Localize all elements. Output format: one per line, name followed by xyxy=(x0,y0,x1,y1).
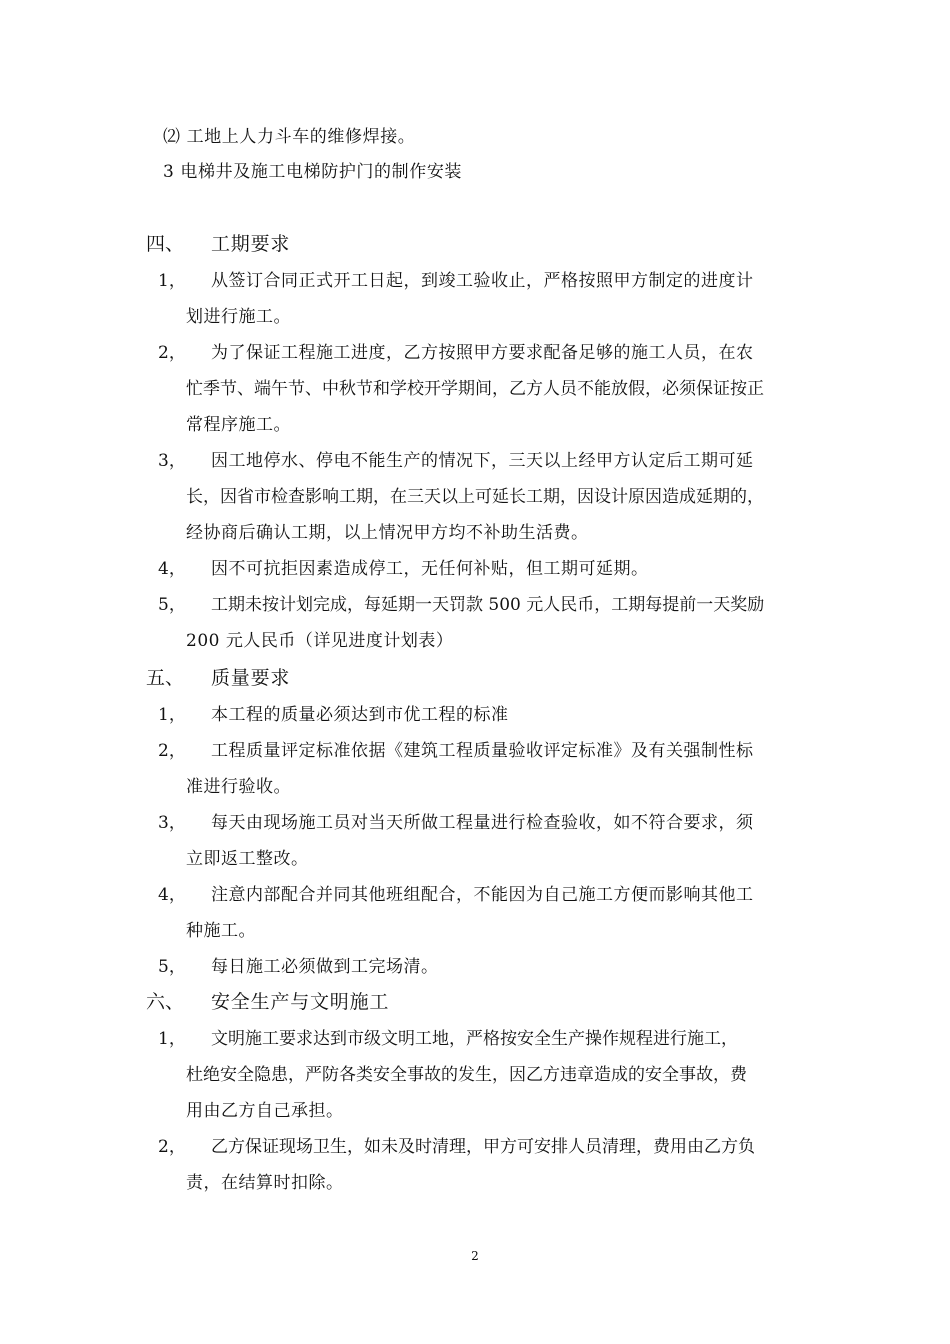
item-6-2-line-1: 乙方保证现场卫生，如未及时清理，甲方可安排人员清理，费用由乙方负 xyxy=(211,1137,755,1157)
item-6-1-line-1: 文明施工要求达到市级文明工地，严格按安全生产操作规程进行施工， xyxy=(211,1029,738,1049)
item-5-4-number: 4， xyxy=(158,885,186,905)
item-4-2-line-3: 常程序施工。 xyxy=(186,415,291,435)
section-5-title: 质量要求 xyxy=(211,667,291,689)
item-4-4-line-1: 因不可抗拒因素造成停工，无任何补贴，但工期可延期。 xyxy=(211,559,649,579)
item-5-4-line-2: 种施工。 xyxy=(186,921,256,941)
item-4-3-line-1: 因工地停水、停电不能生产的情况下，三天以上经甲方认定后工期可延 xyxy=(211,451,754,471)
item-5-2-line-1: 工程质量评定标准依据《建筑工程质量验收评定标准》及有关强制性标 xyxy=(211,741,754,761)
item-4-1-number: 1， xyxy=(158,271,186,291)
intro-line-1: ⑵ 工地上人力斗车的维修焊接。 xyxy=(163,127,416,147)
section-5-number: 五、 xyxy=(146,667,185,689)
item-4-2-line-2: 忙季节、端午节、中秋节和学校开学期间，乙方人员不能放假，必须保证按正 xyxy=(186,379,764,399)
item-6-1-line-2: 杜绝安全隐患，严防各类安全事故的发生，因乙方违章造成的安全事故，费 xyxy=(186,1065,747,1085)
item-4-4-number: 4， xyxy=(158,559,186,579)
item-5-3-line-2: 立即返工整改。 xyxy=(186,849,309,869)
section-6-number: 六、 xyxy=(146,991,185,1013)
item-5-2-line-2: 准进行验收。 xyxy=(186,777,291,797)
item-4-1-line-2: 划进行施工。 xyxy=(186,307,291,327)
section-4-title: 工期要求 xyxy=(211,233,291,255)
item-4-5-line-1: 工期未按计划完成，每延期一天罚款 500 元人民币，工期每提前一天奖励 xyxy=(211,595,765,615)
page-number: 2 xyxy=(471,1249,479,1263)
item-5-1-line-1: 本工程的质量必须达到市优工程的标准 xyxy=(211,705,509,725)
item-5-1-number: 1， xyxy=(158,705,186,725)
item-4-2-line-1: 为了保证工程施工进度，乙方按照甲方要求配备足够的施工人员，在农 xyxy=(211,343,754,363)
section-4-number: 四、 xyxy=(146,233,185,255)
item-4-2-number: 2， xyxy=(158,343,186,363)
item-4-5-line-2: 200 元人民币（详见进度计划表） xyxy=(186,631,454,651)
item-6-1-number: 1， xyxy=(158,1029,186,1049)
section-6-title: 安全生产与文明施工 xyxy=(211,991,390,1013)
item-4-3-line-3: 经协商后确认工期，以上情况甲方均不补助生活费。 xyxy=(186,523,589,543)
item-6-2-number: 2， xyxy=(158,1137,186,1157)
item-6-1-line-3: 用由乙方自己承担。 xyxy=(186,1101,344,1121)
item-4-5-number: 5， xyxy=(158,595,186,615)
item-6-2-line-2: 责，在结算时扣除。 xyxy=(186,1173,344,1193)
item-5-3-line-1: 每天由现场施工员对当天所做工程量进行检查验收，如不符合要求，须 xyxy=(211,813,754,833)
item-4-3-number: 3， xyxy=(158,451,186,471)
intro-line-2: 3 电梯井及施工电梯防护门的制作安装 xyxy=(163,162,463,182)
item-4-1-line-1: 从签订合同正式开工日起，到竣工验收止，严格按照甲方制定的进度计 xyxy=(211,271,754,291)
item-5-5-number: 5， xyxy=(158,957,186,977)
item-5-2-number: 2， xyxy=(158,741,186,761)
item-4-3-line-2: 长，因省市检查影响工期，在三天以上可延长工期，因设计原因造成延期的， xyxy=(186,487,764,507)
item-5-3-number: 3， xyxy=(158,813,186,833)
item-5-4-line-1: 注意内部配合并同其他班组配合，不能因为自己施工方便而影响其他工 xyxy=(211,885,754,905)
item-5-5-line-1: 每日施工必须做到工完场清。 xyxy=(211,957,439,977)
